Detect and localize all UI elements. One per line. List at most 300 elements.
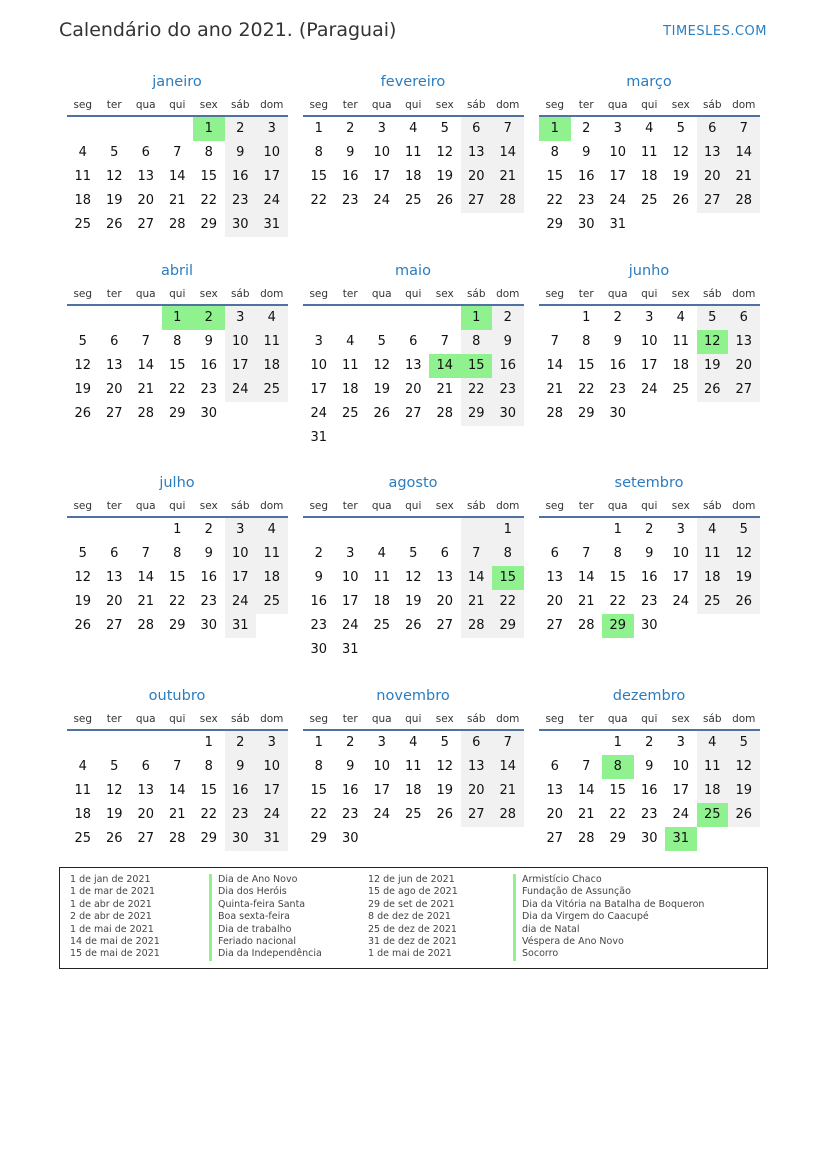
day-cell: 27	[461, 803, 493, 827]
day-cell: 6	[728, 306, 760, 330]
day-cell: 27	[436, 618, 454, 633]
day-cell: 5	[78, 334, 87, 349]
weekday-header: sex	[429, 712, 461, 731]
day-cell: 6	[141, 759, 150, 774]
empty-cell	[665, 402, 697, 426]
empty-cell	[665, 213, 697, 237]
day-cell: 23	[225, 803, 257, 827]
day-cell: 1	[314, 735, 323, 750]
weekday-header: sex	[665, 499, 697, 518]
weekday-header: sáb	[225, 98, 257, 117]
day-cell: 1	[582, 310, 591, 325]
weekday-header: qua	[366, 712, 398, 731]
weekday-header: qui	[398, 712, 430, 731]
empty-cell	[539, 731, 571, 755]
weekday-header: qua	[602, 287, 634, 306]
day-cell: 26	[373, 406, 391, 421]
month-name: dezembro	[612, 688, 686, 704]
empty-cell	[162, 117, 194, 141]
day-cell: 17	[256, 779, 288, 803]
day-cell: 16	[577, 169, 595, 184]
day-cell: 7	[550, 334, 559, 349]
month-name: abril	[160, 263, 194, 279]
day-cell: 12	[74, 570, 92, 585]
day-cell: 26	[728, 590, 760, 614]
day-cell: 13	[137, 169, 155, 184]
weekday-header: seg	[303, 98, 335, 117]
day-cell: 23	[640, 807, 658, 822]
day-cell: 14	[492, 141, 524, 165]
day-cell: 16	[609, 358, 627, 373]
day-cell: 9	[645, 546, 654, 561]
day-cell: 14	[429, 354, 461, 378]
day-cell: 6	[110, 334, 119, 349]
empty-cell	[398, 638, 430, 662]
day-cell: 2	[193, 306, 225, 330]
day-cell: 8	[492, 542, 524, 566]
day-cell: 29	[609, 831, 627, 846]
weekday-header: dom	[492, 499, 524, 518]
day-cell: 17	[225, 354, 257, 378]
day-cell: 15	[546, 169, 564, 184]
day-cell: 13	[546, 570, 564, 585]
day-cell: 19	[672, 169, 690, 184]
day-cell: 19	[404, 594, 422, 609]
day-cell: 6	[550, 759, 559, 774]
empty-cell	[728, 827, 760, 851]
day-cell: 25	[672, 382, 690, 397]
day-cell: 31	[609, 217, 627, 232]
day-cell: 5	[377, 334, 386, 349]
day-cell: 4	[346, 334, 355, 349]
day-cell: 4	[645, 121, 654, 136]
day-cell: 3	[613, 121, 622, 136]
day-cell: 23	[341, 193, 359, 208]
day-cell: 17	[373, 783, 391, 798]
day-cell: 12	[404, 570, 422, 585]
holiday-dates-right	[368, 874, 458, 961]
day-cell: 18	[74, 807, 92, 822]
weekday-header: sex	[429, 499, 461, 518]
day-cell: 7	[173, 759, 182, 774]
day-cell: 3	[225, 518, 257, 542]
day-cell: 18	[672, 358, 690, 373]
day-cell: 31	[225, 614, 257, 638]
weekday-header: qua	[366, 98, 398, 117]
day-cell: 28	[168, 831, 186, 846]
day-cell: 22	[168, 382, 186, 397]
holiday-date: 15 de ago de 2021	[368, 886, 458, 898]
holiday-date: 2 de abr de 2021	[70, 911, 152, 923]
month-calendar	[303, 261, 523, 450]
day-cell: 23	[640, 594, 658, 609]
day-cell: 10	[373, 759, 391, 774]
month-calendar	[67, 261, 287, 426]
weekday-header: sáb	[697, 98, 729, 117]
empty-cell	[728, 213, 760, 237]
day-cell: 10	[373, 145, 391, 160]
weekday-header: ter	[99, 499, 131, 518]
weekday-header: seg	[67, 287, 99, 306]
month-name: agosto	[388, 475, 438, 491]
empty-cell	[99, 306, 131, 330]
day-cell: 19	[728, 779, 760, 803]
day-cell: 19	[105, 193, 123, 208]
day-cell: 5	[110, 145, 119, 160]
day-cell: 17	[256, 165, 288, 189]
day-cell: 28	[492, 189, 524, 213]
day-cell: 3	[314, 334, 323, 349]
day-cell: 31	[341, 642, 359, 657]
empty-cell	[398, 426, 430, 450]
holiday-date: 1 de mar de 2021	[70, 886, 156, 898]
day-cell: 26	[105, 831, 123, 846]
day-cell: 27	[105, 406, 123, 421]
weekday-header: sáb	[225, 712, 257, 731]
day-cell: 4	[697, 518, 729, 542]
day-cell: 27	[546, 831, 564, 846]
day-cell: 28	[728, 189, 760, 213]
weekday-header: ter	[99, 98, 131, 117]
day-cell: 12	[728, 542, 760, 566]
day-cell: 3	[256, 117, 288, 141]
day-cell: 1	[314, 121, 323, 136]
day-cell: 31	[665, 827, 697, 851]
weekday-header: qui	[398, 98, 430, 117]
day-cell: 24	[672, 594, 690, 609]
day-cell: 20	[546, 594, 564, 609]
day-cell: 16	[492, 354, 524, 378]
empty-cell	[571, 518, 603, 542]
day-cell: 1	[492, 518, 524, 542]
day-cell: 20	[697, 165, 729, 189]
day-cell: 19	[436, 169, 454, 184]
day-cell: 10	[310, 358, 328, 373]
day-cell: 30	[640, 831, 658, 846]
day-cell: 9	[204, 546, 213, 561]
day-cell: 21	[137, 382, 155, 397]
day-cell: 13	[728, 330, 760, 354]
day-cell: 1	[173, 522, 182, 537]
day-cell: 13	[105, 358, 123, 373]
day-cell: 25	[640, 193, 658, 208]
day-cell: 30	[640, 618, 658, 633]
holiday-name: Dia de Ano Novo	[209, 874, 322, 886]
weekday-header: qua	[366, 499, 398, 518]
day-cell: 3	[225, 306, 257, 330]
day-cell: 28	[436, 406, 454, 421]
day-cell: 29	[200, 831, 218, 846]
empty-cell	[67, 731, 99, 755]
empty-cell	[728, 614, 760, 638]
weekday-header: seg	[539, 499, 571, 518]
day-cell: 22	[310, 193, 328, 208]
day-cell: 19	[697, 354, 729, 378]
day-cell: 17	[672, 570, 690, 585]
day-cell: 7	[141, 334, 150, 349]
day-cell: 19	[74, 594, 92, 609]
empty-cell	[429, 638, 461, 662]
holiday-name: Quinta-feira Santa	[209, 899, 322, 911]
brand-link[interactable]: TIMESLES.COM	[663, 24, 767, 39]
day-cell: 11	[697, 755, 729, 779]
empty-cell	[697, 402, 729, 426]
month-grid	[303, 712, 523, 851]
day-cell: 28	[577, 618, 595, 633]
day-cell: 14	[461, 566, 493, 590]
day-cell: 7	[582, 759, 591, 774]
day-cell: 30	[492, 402, 524, 426]
day-cell: 10	[256, 755, 288, 779]
day-cell: 30	[577, 217, 595, 232]
day-cell: 4	[409, 121, 418, 136]
empty-cell	[461, 426, 493, 450]
weekday-header: sex	[429, 98, 461, 117]
day-cell: 16	[225, 165, 257, 189]
weekday-header: ter	[571, 712, 603, 731]
day-cell: 26	[697, 378, 729, 402]
empty-cell	[492, 638, 524, 662]
day-cell: 8	[204, 759, 213, 774]
day-cell: 4	[676, 310, 685, 325]
weekday-header: sáb	[461, 98, 493, 117]
day-cell: 25	[373, 618, 391, 633]
day-cell: 12	[728, 755, 760, 779]
day-cell: 24	[373, 807, 391, 822]
day-cell: 12	[697, 330, 729, 354]
day-cell: 24	[640, 382, 658, 397]
day-cell: 14	[728, 141, 760, 165]
day-cell: 30	[200, 618, 218, 633]
day-cell: 4	[256, 518, 288, 542]
day-cell: 29	[310, 831, 328, 846]
day-cell: 12	[436, 759, 454, 774]
weekday-header: sáb	[697, 712, 729, 731]
day-cell: 8	[461, 330, 493, 354]
day-cell: 15	[577, 358, 595, 373]
day-cell: 28	[492, 803, 524, 827]
day-cell: 20	[105, 594, 123, 609]
holiday-date: 1 de jan de 2021	[70, 874, 151, 885]
day-cell: 28	[137, 618, 155, 633]
weekday-header: qua	[602, 98, 634, 117]
day-cell: 4	[256, 306, 288, 330]
weekday-header: qua	[130, 499, 162, 518]
day-cell: 13	[461, 755, 493, 779]
holiday-date: 15 de mai de 2021	[70, 948, 160, 960]
day-cell: 6	[697, 117, 729, 141]
day-cell: 14	[137, 570, 155, 585]
month-name: outubro	[148, 688, 206, 704]
day-cell: 30	[200, 406, 218, 421]
day-cell: 22	[310, 807, 328, 822]
day-cell: 8	[314, 145, 323, 160]
weekday-header: sex	[193, 499, 225, 518]
day-cell: 15	[168, 358, 186, 373]
day-cell: 27	[546, 618, 564, 633]
month-calendar	[67, 72, 287, 237]
day-cell: 20	[461, 779, 493, 803]
weekday-header: dom	[492, 98, 524, 117]
day-cell: 6	[461, 117, 493, 141]
holiday-name: Dia da Virgem do Caacupé	[513, 911, 704, 923]
day-cell: 24	[341, 618, 359, 633]
day-cell: 26	[672, 193, 690, 208]
day-cell: 7	[141, 546, 150, 561]
day-cell: 7	[582, 546, 591, 561]
day-cell: 10	[640, 334, 658, 349]
empty-cell	[492, 426, 524, 450]
day-cell: 27	[728, 378, 760, 402]
day-cell: 16	[341, 169, 359, 184]
empty-cell	[99, 117, 131, 141]
day-cell: 24	[310, 406, 328, 421]
empty-cell	[461, 827, 493, 851]
empty-cell	[429, 306, 461, 330]
day-cell: 7	[173, 145, 182, 160]
weekday-header: qui	[162, 98, 194, 117]
holiday-name: Dia de trabalho	[209, 924, 322, 936]
month-calendar	[539, 686, 759, 851]
day-cell: 18	[697, 566, 729, 590]
month-name: fevereiro	[380, 74, 446, 90]
day-cell: 2	[346, 735, 355, 750]
day-cell: 15	[310, 169, 328, 184]
holiday-date: 25 de dez de 2021	[368, 923, 457, 935]
empty-cell	[429, 426, 461, 450]
weekday-header: ter	[335, 499, 367, 518]
day-cell: 23	[225, 189, 257, 213]
day-cell: 15	[609, 783, 627, 798]
day-cell: 14	[546, 358, 564, 373]
day-cell: 27	[461, 189, 493, 213]
weekday-header: ter	[335, 712, 367, 731]
month-name: maio	[395, 263, 431, 279]
day-cell: 21	[728, 165, 760, 189]
day-cell: 31	[310, 430, 328, 445]
day-cell: 13	[697, 141, 729, 165]
empty-cell	[539, 306, 571, 330]
day-cell: 6	[550, 546, 559, 561]
day-cell: 11	[640, 145, 658, 160]
empty-cell	[335, 518, 367, 542]
weekday-header: qui	[634, 499, 666, 518]
day-cell: 14	[577, 783, 595, 798]
day-cell: 22	[609, 807, 627, 822]
day-cell: 21	[546, 382, 564, 397]
day-cell: 16	[341, 783, 359, 798]
day-cell: 24	[672, 807, 690, 822]
day-cell: 14	[168, 783, 186, 798]
day-cell: 18	[341, 382, 359, 397]
weekday-header: dom	[728, 98, 760, 117]
day-cell: 30	[341, 831, 359, 846]
day-cell: 8	[602, 755, 634, 779]
day-cell: 10	[225, 330, 257, 354]
day-cell: 18	[640, 169, 658, 184]
day-cell: 9	[346, 145, 355, 160]
day-cell: 2	[314, 546, 323, 561]
day-cell: 12	[74, 358, 92, 373]
day-cell: 15	[310, 783, 328, 798]
holiday-date: 29 de set de 2021	[368, 898, 455, 910]
day-cell: 25	[697, 803, 729, 827]
empty-cell	[366, 638, 398, 662]
weekday-header: qui	[634, 98, 666, 117]
day-cell: 18	[256, 566, 288, 590]
empty-cell	[634, 213, 666, 237]
day-cell: 29	[168, 618, 186, 633]
day-cell: 20	[461, 165, 493, 189]
day-cell: 6	[110, 546, 119, 561]
day-cell: 26	[436, 807, 454, 822]
month-grid	[303, 499, 523, 662]
month-grid	[539, 712, 759, 851]
holiday-name: Dia da Independência	[209, 948, 322, 960]
empty-cell	[335, 306, 367, 330]
weekday-header: seg	[539, 98, 571, 117]
weekday-header: sáb	[225, 499, 257, 518]
day-cell: 11	[74, 169, 92, 184]
weekday-header: ter	[571, 287, 603, 306]
month-name: março	[626, 74, 672, 90]
day-cell: 15	[168, 570, 186, 585]
month-name: novembro	[376, 688, 450, 704]
day-cell: 9	[582, 145, 591, 160]
day-cell: 31	[256, 213, 288, 237]
day-cell: 6	[461, 731, 493, 755]
day-cell: 20	[404, 382, 422, 397]
empty-cell	[366, 426, 398, 450]
empty-cell	[571, 731, 603, 755]
empty-cell	[67, 518, 99, 542]
day-cell: 29	[461, 402, 493, 426]
day-cell: 25	[74, 217, 92, 232]
month-grid	[539, 98, 759, 237]
day-cell: 20	[436, 594, 454, 609]
month-calendar	[303, 473, 523, 662]
month-name: setembro	[614, 475, 684, 491]
day-cell: 6	[141, 145, 150, 160]
day-cell: 20	[137, 807, 155, 822]
day-cell: 3	[676, 522, 685, 537]
weekday-header: dom	[256, 499, 288, 518]
day-cell: 9	[204, 334, 213, 349]
day-cell: 24	[225, 378, 257, 402]
day-cell: 11	[341, 358, 359, 373]
day-cell: 11	[256, 330, 288, 354]
day-cell: 10	[672, 546, 690, 561]
day-cell: 16	[200, 358, 218, 373]
day-cell: 2	[582, 121, 591, 136]
day-cell: 21	[577, 807, 595, 822]
day-cell: 3	[377, 121, 386, 136]
day-cell: 7	[492, 117, 524, 141]
page-title: Calendário do ano 2021. (Paraguai)	[59, 19, 397, 41]
weekday-header: ter	[99, 712, 131, 731]
day-cell: 22	[546, 193, 564, 208]
day-cell: 9	[645, 759, 654, 774]
day-cell: 1	[193, 117, 225, 141]
day-cell: 2	[204, 522, 213, 537]
weekday-header: ter	[99, 287, 131, 306]
empty-cell	[634, 402, 666, 426]
day-cell: 29	[492, 614, 524, 638]
day-cell: 9	[314, 570, 323, 585]
day-cell: 21	[492, 165, 524, 189]
day-cell: 5	[440, 735, 449, 750]
month-calendar	[303, 686, 523, 851]
